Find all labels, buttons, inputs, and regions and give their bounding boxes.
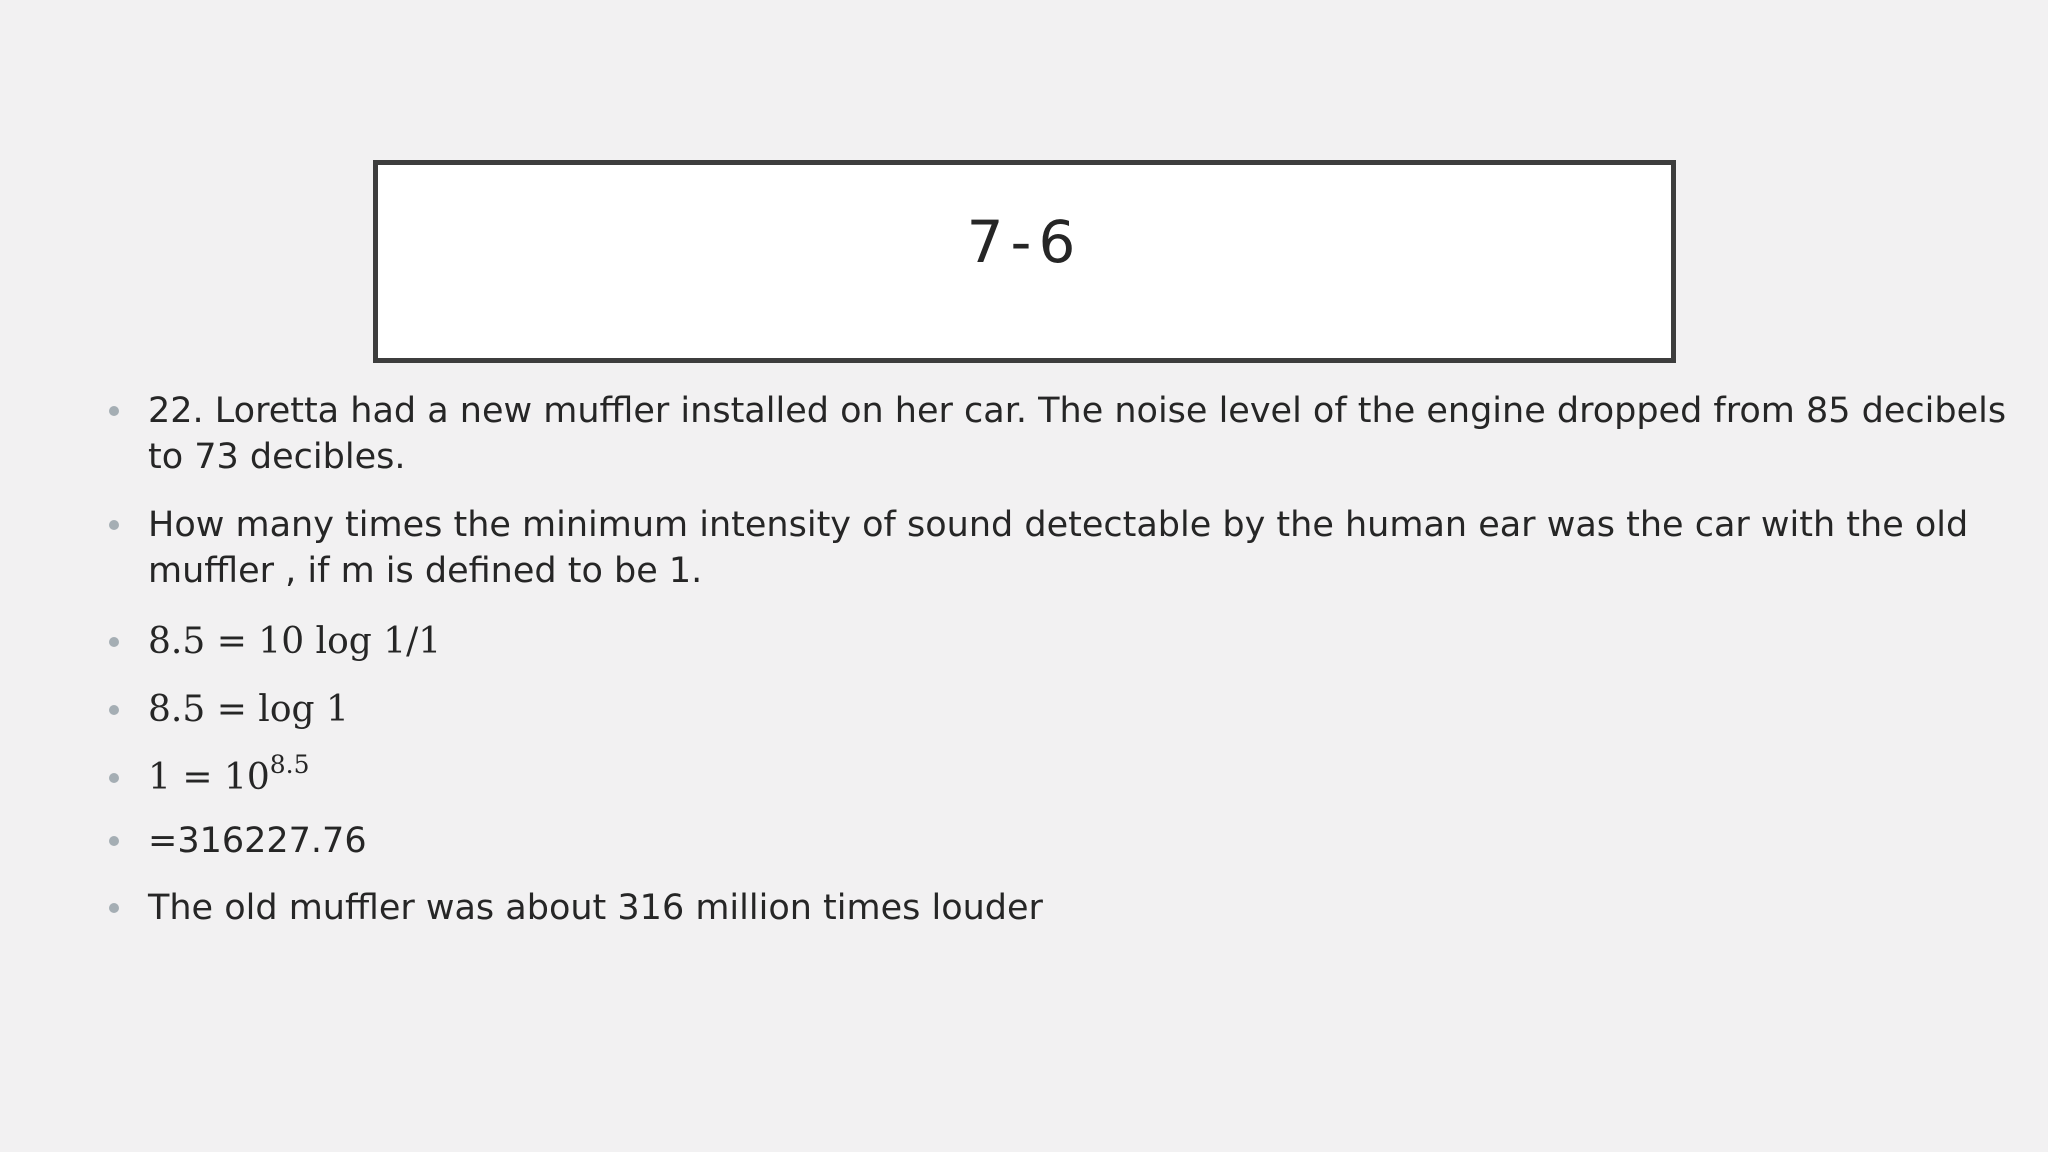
bullet-text: The old muffler was about 316 million times louder: [148, 888, 1043, 928]
bullet-dot-icon: [109, 406, 119, 416]
bullet-text: =316227.76: [148, 821, 367, 861]
bullet-dot-icon: [109, 520, 119, 530]
equation-exponent: 8.5: [269, 750, 310, 779]
bullet-problem: [148, 388, 2008, 480]
bullet-dot-icon: [109, 637, 119, 647]
bullet-equation-3: [148, 750, 2008, 801]
equation-text: 1 = 10: [148, 757, 270, 798]
bullet-dot-icon: [109, 836, 119, 846]
title-box: [373, 160, 1676, 363]
bullet-dot-icon: [109, 773, 119, 783]
bullet-equation-1: [148, 619, 2008, 665]
bullet-dot-icon: [109, 705, 119, 715]
bullet-conclusion: [148, 885, 2008, 931]
slide-title: 7-6: [966, 208, 1083, 276]
bullet-equation-2: [148, 687, 2008, 733]
equation-text: 8.5 = log 1: [148, 689, 349, 730]
equation-text: 8.5 = 10 log 1/1: [148, 621, 442, 662]
bullet-result: [148, 818, 2008, 864]
bullet-dot-icon: [109, 903, 119, 913]
bullet-text: 22. Loretta had a new muffler installed on her car. The noise level of the engine dropped from 85 decibels to 73 decibles.: [148, 391, 2007, 477]
bullet-text: How many times the minimum intensity of sound detectable by the human ear was the car with the old muffler , if m is defined to be 1.: [148, 505, 1969, 591]
bullet-question: [148, 502, 2008, 594]
